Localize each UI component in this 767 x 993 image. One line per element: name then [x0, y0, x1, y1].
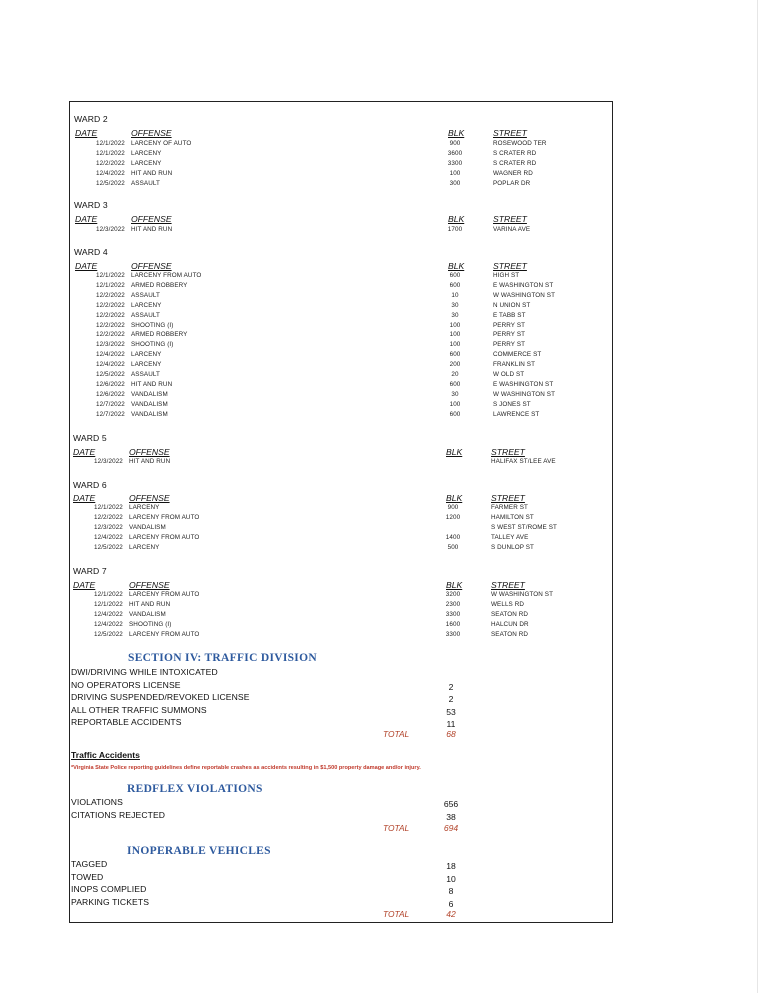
incident-block: 3300 [445, 630, 461, 638]
column-header-blk: BLK [446, 447, 463, 457]
inoperable-label: TAGGED [71, 859, 108, 869]
redflex-total-value: 694 [443, 823, 459, 833]
incident-street: E WASHINGTON ST [493, 281, 554, 289]
column-header-street: STREET [493, 128, 527, 138]
incident-block: 2300 [445, 600, 461, 608]
traffic-label: DWI/DRIVING WHILE INTOXICATED [71, 667, 218, 677]
column-header-offense: OFFENSE [129, 580, 170, 590]
incident-street: W WASHINGTON ST [491, 591, 554, 598]
incident-block: 100 [449, 331, 461, 339]
incident-street: WELLS RD [491, 600, 524, 608]
incident-block: 100 [449, 321, 461, 329]
incident-street: W WASHINGTON ST [493, 390, 556, 398]
traffic-label: REPORTABLE ACCIDENTS [71, 717, 182, 727]
incident-date: 12/1/2022 [94, 504, 123, 511]
incident-street: S WEST ST/ROME ST [491, 523, 557, 531]
ward-title: WARD 2 [74, 114, 108, 124]
inoperable-value: 10 [446, 873, 456, 884]
traffic-accidents-note: *Virginia State Police reporting guidelines define reportable crashes as accidents resulting in $1,500 property damage and/or injury. [71, 765, 421, 771]
incident-street: SEATON RD [491, 630, 529, 638]
incident-block: 30 [451, 390, 459, 398]
incident-date: 12/6/2022 [96, 380, 125, 388]
ward-title: WARD 7 [73, 566, 107, 576]
incident-street: TALLEY AVE [491, 533, 529, 541]
incident-block: 300 [449, 179, 461, 187]
traffic-value: 2 [448, 694, 454, 704]
inoperable-value: 8 [448, 886, 454, 896]
incident-date: 12/4/2022 [96, 351, 125, 359]
incident-offense: HIT AND RUN [131, 380, 173, 388]
incident-offense: LARCENY [131, 149, 162, 157]
incident-date: 12/1/2022 [96, 140, 125, 147]
incident-street: N UNION ST [493, 301, 531, 309]
incident-street: PERRY ST [493, 331, 526, 339]
inoperable-value: 6 [448, 898, 454, 909]
column-header-street: STREET [493, 261, 527, 271]
incident-offense: VANDALISM [131, 390, 168, 398]
incident-date: 12/5/2022 [94, 543, 123, 551]
incident-block: 10 [451, 291, 459, 299]
incident-offense: HIT AND RUN [131, 226, 173, 233]
column-header-offense: OFFENSE [131, 214, 172, 224]
incident-offense: ARMED ROBBERY [131, 281, 188, 289]
incident-date: 12/1/2022 [96, 149, 125, 157]
incident-street: S CRATER RD [493, 149, 537, 157]
column-header-blk: BLK [448, 214, 465, 224]
incident-offense: VANDALISM [129, 523, 166, 531]
incident-street: E TABB ST [493, 311, 526, 319]
incident-block: 100 [449, 341, 461, 349]
traffic-label: NO OPERATORS LICENSE [71, 679, 181, 690]
incident-date: 12/1/2022 [96, 281, 125, 289]
incident-block: 100 [449, 400, 461, 408]
incident-block: 1200 [445, 513, 461, 521]
column-header-blk: BLK [448, 261, 465, 271]
incident-date: 12/4/2022 [96, 361, 125, 369]
incident-street: HALIFAX ST/LEE AVE [491, 458, 556, 465]
incident-date: 12/5/2022 [96, 179, 125, 187]
incident-offense: LARCENY FROM AUTO [129, 591, 200, 598]
column-header-date: DATE [75, 128, 98, 138]
ward-title: WARD 3 [74, 200, 108, 210]
column-header-street: STREET [491, 447, 525, 457]
column-header-street: STREET [491, 580, 525, 590]
column-header-blk: BLK [448, 128, 465, 138]
incident-street: W OLD ST [493, 371, 525, 378]
incident-block: 600 [449, 281, 461, 289]
incident-offense: LARCENY [131, 351, 162, 359]
inoperable-total-label: TOTAL [383, 909, 410, 919]
traffic-accidents-title: Traffic Accidents [71, 750, 140, 760]
traffic-section-title: SECTION IV: TRAFFIC DIVISION [128, 652, 317, 664]
incident-block: 3300 [445, 610, 461, 618]
traffic-value: 2 [448, 681, 454, 692]
column-header-blk: BLK [446, 493, 463, 503]
column-header-date: DATE [75, 261, 98, 271]
incident-street: S JONES ST [493, 400, 531, 408]
traffic-value: 53 [446, 706, 456, 717]
incident-offense: VANDALISM [129, 610, 166, 618]
inoperable-total-value: 42 [446, 909, 456, 919]
incident-block: 1600 [445, 620, 461, 628]
incident-offense: ASSAULT [131, 371, 160, 378]
incident-date: 12/3/2022 [94, 523, 123, 531]
incident-date: 12/2/2022 [96, 301, 125, 309]
incident-street: ROSEWOOD TER [493, 140, 547, 147]
incident-block: 30 [451, 301, 459, 309]
incident-offense: HIT AND RUN [129, 600, 171, 608]
inoperable-value: 18 [446, 861, 456, 871]
inoperable-label: TOWED [71, 871, 104, 882]
incident-offense: ASSAULT [131, 291, 160, 299]
incident-date: 12/2/2022 [96, 321, 125, 329]
incident-street: LAWRENCE ST [493, 410, 540, 418]
incident-street: PERRY ST [493, 321, 526, 329]
incident-street: HIGH ST [493, 272, 520, 279]
incident-offense: ARMED ROBBERY [131, 331, 188, 339]
incident-block: 20 [451, 371, 459, 378]
incident-date: 12/5/2022 [96, 371, 125, 378]
incident-date: 12/2/2022 [96, 311, 125, 319]
incident-block: 3300 [447, 159, 463, 167]
incident-street: HAMILTON ST [491, 513, 534, 521]
incident-street: SEATON RD [491, 610, 529, 618]
incident-block: 600 [449, 410, 461, 418]
incident-offense: VANDALISM [131, 410, 168, 418]
ward-title: WARD 6 [73, 480, 107, 490]
incident-date: 12/1/2022 [96, 272, 125, 279]
page-edge [757, 0, 758, 993]
incident-offense: ASSAULT [131, 179, 160, 187]
incident-street: POPLAR DR [493, 179, 531, 187]
incident-offense: LARCENY FROM AUTO [129, 533, 200, 541]
incident-offense: SHOOTING (I) [131, 321, 174, 329]
incident-offense: HIT AND RUN [131, 169, 173, 177]
ward-title: WARD 5 [73, 433, 107, 443]
incident-block: 600 [449, 380, 461, 388]
redflex-label: VIOLATIONS [71, 797, 123, 807]
redflex-label: CITATIONS REJECTED [71, 809, 166, 820]
traffic-total-label: TOTAL [383, 729, 410, 739]
incident-block: 600 [449, 272, 461, 279]
incident-date: 12/2/2022 [96, 331, 125, 339]
document-frame [69, 101, 613, 923]
incident-date: 12/4/2022 [96, 169, 125, 177]
inoperable-section-title: INOPERABLE VEHICLES [127, 845, 271, 857]
column-header-date: DATE [73, 447, 96, 457]
incident-date: 12/3/2022 [96, 226, 125, 233]
incident-block: 3200 [445, 591, 461, 598]
incident-block: 200 [449, 361, 461, 369]
incident-date: 12/4/2022 [94, 620, 123, 628]
incident-date: 12/4/2022 [94, 610, 123, 618]
incident-offense: LARCENY OF AUTO [131, 140, 192, 147]
redflex-value: 656 [443, 799, 459, 809]
column-header-offense: OFFENSE [131, 261, 172, 271]
incident-date: 12/6/2022 [96, 390, 125, 398]
incident-offense: LARCENY FROM AUTO [129, 630, 200, 638]
incident-date: 12/5/2022 [94, 630, 123, 638]
traffic-label: DRIVING SUSPENDED/REVOKED LICENSE [71, 692, 250, 702]
incident-block: 600 [449, 351, 461, 359]
incident-block: 30 [451, 311, 459, 319]
incident-block: 3600 [447, 149, 463, 157]
incident-date: 12/2/2022 [94, 513, 123, 521]
column-header-street: STREET [493, 214, 527, 224]
incident-block: 900 [449, 140, 461, 147]
incident-offense: LARCENY FROM AUTO [131, 272, 202, 279]
incident-block: 1700 [447, 226, 463, 233]
incident-street: HALCUN DR [491, 620, 529, 628]
incident-offense: LARCENY [129, 504, 160, 511]
incident-street: FRANKLIN ST [493, 361, 536, 369]
traffic-value: 11 [446, 719, 456, 729]
incident-offense: LARCENY [129, 543, 160, 551]
ward-title: WARD 4 [74, 247, 108, 257]
incident-street: S CRATER RD [493, 159, 537, 167]
column-header-offense: OFFENSE [129, 447, 170, 457]
column-header-street: STREET [491, 493, 525, 503]
redflex-total-label: TOTAL [383, 823, 410, 833]
incident-street: E WASHINGTON ST [493, 380, 554, 388]
column-header-offense: OFFENSE [131, 128, 172, 138]
incident-block: 100 [449, 169, 461, 177]
incident-date: 12/7/2022 [96, 410, 125, 418]
incident-offense: HIT AND RUN [129, 458, 171, 465]
incident-offense: LARCENY [131, 159, 162, 167]
column-header-blk: BLK [446, 580, 463, 590]
incident-street: S DUNLOP ST [491, 543, 534, 551]
incident-date: 12/3/2022 [94, 458, 123, 465]
incident-date: 12/2/2022 [96, 159, 125, 167]
incident-street: COMMERCE ST [493, 351, 542, 359]
incident-date: 12/3/2022 [96, 341, 125, 349]
column-header-date: DATE [73, 580, 96, 590]
column-header-date: DATE [75, 214, 98, 224]
incident-offense: ASSAULT [131, 311, 160, 319]
incident-offense: SHOOTING (I) [129, 620, 172, 628]
incident-block: 900 [447, 504, 459, 511]
incident-date: 12/2/2022 [96, 291, 125, 299]
incident-offense: LARCENY [131, 301, 162, 309]
inoperable-label: INOPS COMPLIED [71, 884, 147, 894]
incident-street: WAGNER RD [493, 169, 533, 177]
incident-offense: VANDALISM [131, 400, 168, 408]
incident-block: 1400 [445, 533, 461, 541]
column-header-offense: OFFENSE [129, 493, 170, 503]
inoperable-label: PARKING TICKETS [71, 896, 150, 907]
traffic-total-value: 68 [446, 729, 456, 739]
column-header-date: DATE [73, 493, 96, 503]
incident-street: PERRY ST [493, 341, 526, 349]
incident-offense: SHOOTING (I) [131, 341, 174, 349]
traffic-label: ALL OTHER TRAFFIC SUMMONS [71, 704, 207, 715]
incident-block: 500 [447, 543, 459, 551]
redflex-section-title: REDFLEX VIOLATIONS [127, 783, 263, 795]
incident-offense: LARCENY FROM AUTO [129, 513, 200, 521]
redflex-value: 38 [446, 811, 456, 822]
incident-date: 12/1/2022 [94, 600, 123, 608]
incident-street: VARINA AVE [493, 226, 531, 233]
incident-date: 12/1/2022 [94, 591, 123, 598]
incident-street: W WASHINGTON ST [493, 291, 556, 299]
incident-date: 12/7/2022 [96, 400, 125, 408]
incident-street: FARMER ST [491, 504, 528, 511]
incident-offense: LARCENY [131, 361, 162, 369]
incident-date: 12/4/2022 [94, 533, 123, 541]
